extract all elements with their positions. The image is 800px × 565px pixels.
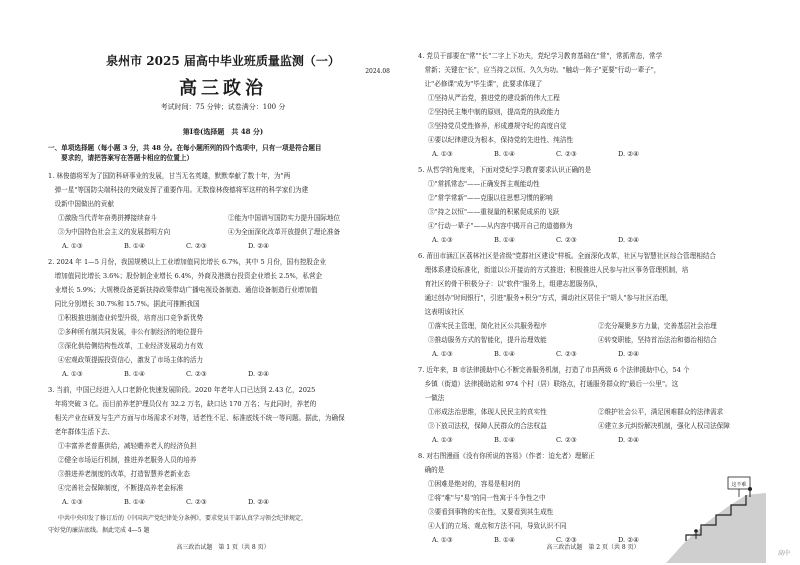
question-8-stem: 确的是: [418, 466, 445, 474]
question-3-stem: 老年群体生活下去、: [48, 428, 114, 436]
q2-choices: [62, 370, 310, 378]
choice-c: C. ②③: [186, 242, 207, 250]
choice-d: D. ②④: [618, 536, 640, 544]
question-1-stem: 设新中国做出的贡献: [48, 200, 114, 208]
q3-option: ③推进养老制度的改革，打造智慧养老新业态: [58, 470, 190, 478]
choice-b: B. ①④: [494, 236, 515, 244]
cartoon-sign-text: 这不难: [731, 482, 747, 488]
choice-a: A. ①③: [432, 350, 453, 358]
q1-option: ③为中国特色社会主义的发展指明方向: [58, 228, 171, 236]
q5-option: ①"常抓常态"——正确发挥主观能动性: [428, 180, 540, 188]
q4-option: ①坚持从严治党，推进党的建设新的伟大工程: [428, 94, 560, 102]
exam-info: 考试时间：75 分钟；试卷满分：100 分: [160, 103, 286, 111]
choice-a: A. ①③: [62, 370, 83, 378]
exam-date: 2024.08: [365, 68, 390, 75]
instructions-line: 要求的，请把答案写在答题卡相应的位置上）: [48, 154, 194, 162]
q5-option: ③"持之以恒"——重视量的积累促成质的飞跃: [428, 208, 560, 216]
choice-d: D. ②④: [618, 150, 640, 158]
question-1-stem: 1. 林俊德将军为了国防科研事业的发展，甘当无名英雄，默默奉献了数十年，为"两: [48, 172, 291, 180]
q4-option: ③坚持党员党性修养，形成遵规守纪的高度自觉: [428, 122, 567, 130]
question-2-stem: 同比分别增长 30.7%和 15.7%。据此可推断我国: [48, 300, 200, 308]
q5-option: ④"行动一辈子"——从内容中揭开自己的道德修为: [428, 222, 573, 230]
question-7-stem: 乡镇（街道）法律援助站和 974 个村（居）联络点，打通服务群众的"最后一公里"。这: [418, 380, 679, 388]
choice-c: C. ②③: [556, 350, 577, 358]
page-footer: 高三政治试题 第 2 页（共 8 页）: [546, 544, 640, 551]
q1-option: ①激励当代青年奋勇拼搏接续奋斗: [58, 214, 157, 222]
question-4-stem: 常新；关键在"长"，应当持之以恒、久久为功。"触动一阵子"更要"行动一辈子"，: [418, 66, 661, 74]
choice-a: A. ①③: [432, 436, 453, 444]
q8-option: ②将"难"与"易"的同一性寓于斗争性之中: [428, 494, 546, 502]
choice-d: D. ②④: [248, 370, 270, 378]
q3-choices: [62, 498, 310, 506]
choice-c: C. ②③: [186, 370, 207, 378]
choice-d: D. ②④: [248, 242, 270, 250]
q7-option: ③下放司法权，保障人民群众的合法权益: [428, 422, 547, 430]
question-8-stem: 8. 对右图漫画《没有你所说的容易》（作者：迫允者）理解正: [418, 452, 595, 460]
choice-d: D. ②④: [618, 350, 640, 358]
choice-b: B. ①④: [494, 536, 515, 544]
question-7-stem: 一做法: [418, 394, 445, 402]
q7-option: ②维护社会公平，满足困难群众的法律需求: [598, 408, 724, 416]
question-3-stem: 年将突破 3 亿。而目前养老护理员仅有 32.2 万名，缺口达 170 万名；与此同时，养老的: [48, 400, 317, 408]
q4-option: ④要以纪律建设为根本，保持党的先进性、纯洁性: [428, 136, 574, 144]
q7-option: ④建立多元纠纷解决机制，强化人权司法保障: [598, 422, 730, 430]
choice-c: C. ②③: [556, 236, 577, 244]
choice-b: B. ①④: [494, 350, 515, 358]
choice-b: B. ①④: [124, 242, 145, 250]
choice-b: B. ①④: [124, 498, 145, 506]
q3-option: ④完善社会保障制度，不断提高养老金标准: [58, 484, 184, 492]
q5-option: ②"常学常新"——克服以往思想习惯的影响: [428, 194, 553, 202]
exam-title: 泉州市 2025 届高中毕业班质量监测（一）: [106, 54, 340, 68]
q2-option: ①积极推进制造业转型升级，培育出口竞争新优势: [58, 314, 204, 322]
page-2: [418, 30, 768, 550]
choice-a: A. ①③: [432, 536, 453, 544]
q4-choices: [432, 150, 680, 158]
q6-choices: [432, 350, 680, 358]
question-4-stem: 4. 党员干部要在"常""长"二字上下功夫，党纪学习教育基础在"常"，常抓常态，常学: [418, 52, 663, 60]
question-6-stem: 这表明该社区: [418, 308, 465, 316]
material-note: 中共中央印发了修订后的《中国共产党纪律处分条例》，要求党员干部认真学习领会纪律规定，: [58, 515, 308, 522]
question-1-stem: 弹一星"等国防尖端科技的突破发挥了重要作用。无数像林俊德将军这样的科学家们为建: [48, 186, 309, 194]
page-1: [48, 30, 398, 550]
q1-option: ②能为中国谱写国防实力提升国际地位: [228, 214, 341, 222]
q2-option: ④宏观政策提振投资信心，激发了市场主体的活力: [58, 356, 204, 364]
choice-a: A. ①③: [62, 242, 83, 250]
subject-title: 高三政治: [179, 78, 267, 99]
q3-option: ①丰富养老普惠供给，减轻赡养老人的经济负担: [58, 442, 197, 450]
choice-c: C. ②③: [556, 436, 577, 444]
q1-option: ④为全面深化改革开放提供了理论准备: [228, 228, 341, 236]
page-footer: 高三政治试题 第 1 页（共 8 页）: [176, 544, 270, 551]
q8-option: ④人们的立场、观点和方法不同，导致认识不同: [428, 522, 567, 530]
question-5-stem: 5. 从哲学的角度来，下面对党纪学习教育要求认识正确的是: [418, 166, 592, 174]
q7-option: ①形成法治思维，体现人民民主的真实性: [428, 408, 547, 416]
question-6-stem: 育社区的骨干积极分子：以"软件"服务上，组建志愿服务队，: [418, 280, 603, 288]
choice-a: A. ①③: [432, 150, 453, 158]
q6-option: ②充分凝聚多方力量，完善基层社会治理: [598, 322, 717, 330]
choice-a: A. ①③: [432, 236, 453, 244]
q1-choices: [62, 242, 310, 250]
cartoon-climber-head: [694, 529, 698, 533]
q2-option: ②多种所有制共同发展，非公有制经济的地位提升: [58, 328, 204, 336]
q7-choices: [432, 436, 680, 444]
question-7-stem: 7. 近年来，B 市法律援助中心不断完善服务机制，打造了市县两级 6 个法律援助中心，54 个: [418, 366, 690, 374]
question-6-stem: 6. 莆田市涵江区荔林社区是省级"党群社区建设"样板。全面深化改革，社区与智慧社区综合管理相结合: [418, 252, 716, 260]
q4-option: ②坚持民主集中制的原则，提高党的执政能力: [428, 108, 560, 116]
choice-a: A. ①③: [62, 498, 83, 506]
choice-d: D. ②④: [618, 436, 640, 444]
q5-choices: [432, 236, 680, 244]
choice-b: B. ①④: [494, 436, 515, 444]
q6-option: ④转变职能，坚持首治法治和德治相结合: [598, 336, 717, 344]
choice-d: D. ②④: [618, 236, 640, 244]
question-2-stem: 业增长 5.9%；大规模设备更新扶持政策带动广播电视设备制造、通信设备制造行业增加值: [48, 286, 318, 294]
question-3-stem: 相关产业在研发与生产方面与市场需求不对等，适老性不足、标准底线不统一等问题。据此，为确保: [48, 414, 345, 422]
question-2-stem: 增加值同比增长 3.6%；股份制企业增长 6.4%，外商及港澳台投资企业增长 2.5%，私营企: [48, 272, 323, 280]
q3-option: ②健全市场运行机制，推进养老服务人员的培养: [58, 456, 197, 464]
material-note: 守好党的廉洁底线。据此完成 4—5 题: [48, 527, 150, 534]
choice-c: C. ②③: [556, 150, 577, 158]
question-2-stem: 2. 2024 年 1—5 月份，我国规模以上工业增加值同比增长 6.7%，其中 5 月份，国有控股企业: [48, 258, 327, 266]
scan-watermark: 高中: [777, 550, 790, 557]
choice-b: B. ①④: [494, 150, 515, 158]
question-4-stem: 让"必修课"成为"毕生课"，此要求体现了: [418, 80, 543, 88]
q8-option: ③要看到事物的实在性，又要看到其生成性: [428, 508, 554, 516]
cartoon-figure-head: [748, 487, 752, 491]
choice-d: D. ②④: [248, 498, 270, 506]
question-6-stem: 通过创办"时间银行"，引进"服务+积分"方式，调动社区居住于"胡人"参与社区治理，: [418, 294, 673, 302]
choice-b: B. ①④: [124, 370, 145, 378]
choice-c: C. ②③: [186, 498, 207, 506]
q6-option: ①落实民主管理，简化社区公共服务程序: [428, 322, 547, 330]
section-heading: 第Ⅰ卷(选择题 共 48 分): [182, 127, 264, 136]
question-3-stem: 3. 当前，中国已经进入人口老龄化快速发展阶段。2020 年老年人口已达到 2.43 亿，2025: [48, 386, 316, 394]
choice-c: C. ②③: [556, 536, 577, 544]
q8-option: ①困难是绝对的，容易是相对的: [428, 480, 521, 488]
question-6-stem: 理体系建设标准化，街道以公开接访的方式推进；积极推进人民参与社区事务管理机制，培: [418, 266, 689, 274]
q2-option: ③深化供给侧结构性改革，工业经济发展动力有效: [58, 342, 204, 350]
cartoon-staircase: [666, 493, 766, 563]
instructions-line: 一、单项选择题（每小题 3 分，共 48 分。在每小题所列的四个选项中，只有一项是符合题目: [48, 144, 322, 152]
q6-option: ③推动服务方式的智能化，提升治理效能: [428, 336, 547, 344]
